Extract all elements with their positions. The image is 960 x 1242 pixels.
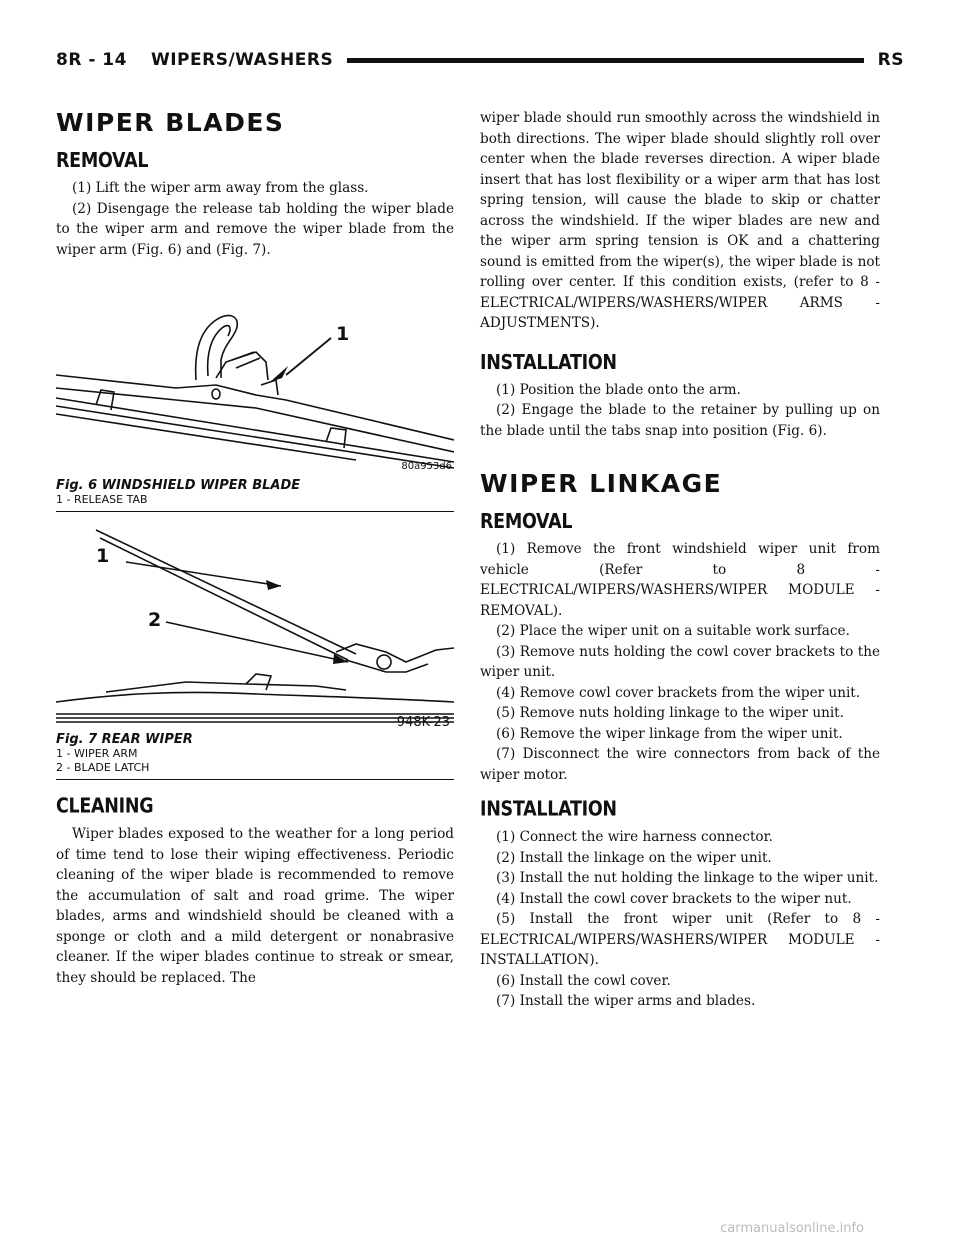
installation-step-1: (1) Position the blade onto the arm.	[496, 381, 741, 398]
windshield-wiper-blade-illustration	[56, 270, 454, 476]
header-rule	[347, 58, 863, 63]
fig7-rule	[56, 779, 454, 780]
installation-heading: INSTALLATION	[480, 351, 617, 374]
linkage-removal-step-3: (3) Remove nuts holding the cowl cover brackets to the wiper unit.	[480, 643, 880, 680]
fig7-legend-1: 1 - WIPER ARM	[56, 747, 138, 760]
removal-step-1: (1) Lift the wiper arm away from the glass.	[72, 180, 369, 196]
figure-6	[56, 270, 454, 476]
model-code: RS	[877, 50, 904, 70]
linkage-installation-step-5: (5) Install the front wiper unit (Refer to 8 - ELECTRICAL/WIPERS/WASHERS/WIPER MODULE - INSTALLATION).	[480, 911, 880, 968]
linkage-removal-step-7: (7) Disconnect the wire connectors from back of the wiper motor.	[480, 746, 880, 783]
wiper-blades-title: WIPER BLADES	[56, 108, 285, 137]
linkage-removal-step-4: (4) Remove cowl cover brackets from the wiper unit.	[496, 684, 861, 701]
figure-7	[56, 522, 454, 730]
fig7-callout-1: 1	[96, 545, 110, 567]
removal-step-2: (2) Disengage the release tab holding the wiper blade to the wiper arm and remove the wiper blade from the wiper arm (Fig. 6) and (Fig. 7).	[56, 200, 454, 258]
cleaning-text: Wiper blades exposed to the weather for a long period of time tend to lose their wiping effectiveness. Periodic cleaning of the wiper blade is recommended to remove the accumulation of salt and road grime. The wiper blades, arms and windshield should be cleaned with a sponge or cloth and a mild detergent or nonabrasive cleaner. If the wiper blades continue to streak or smear, they should be replaced. The	[56, 826, 454, 986]
wiper-linkage-title: WIPER LINKAGE	[480, 469, 723, 498]
left-column	[56, 108, 454, 988]
linkage-installation-step-7: (7) Install the wiper arms and blades.	[496, 993, 756, 1009]
fig6-rule	[56, 511, 454, 512]
linkage-installation-step-2: (2) Install the linkage on the wiper unit.	[496, 849, 772, 866]
removal-heading: REMOVAL	[56, 149, 149, 173]
fig7-legend-2: 2 - BLADE LATCH	[56, 761, 150, 774]
cleaning-text-continued: wiper blade should run smoothly across the windshield in both directions. The wiper blade should slightly roll over center when the blade reverses direction. A wiper blade insert that has lost flexibility or a wiper arm that has lost spring tension, will cause the blade to skip or chatter across the windshield. If the wiper blades are new and the wiper arm spring tension is OK and a chattering sound is emitted from the wiper(s), the wiper blade is not rolling over center. If this condition exists, (refer to 8 - ELECTRICAL/WIPERS/WASHERS/WIPER ARMS - ADJUSTMENTS).	[480, 110, 880, 331]
linkage-removal-step-2: (2) Place the wiper unit on a suitable work surface.	[496, 623, 850, 639]
cleaning-heading: CLEANING	[56, 795, 154, 819]
right-column	[480, 108, 880, 1012]
watermark: carmanualsonline.info	[720, 1221, 864, 1236]
fig6-legend-1: 1 - RELEASE TAB	[56, 493, 148, 506]
linkage-removal-step-5: (5) Remove nuts holding linkage to the wiper unit.	[496, 705, 844, 721]
linkage-installation-step-4: (4) Install the cowl cover brackets to the wiper nut.	[496, 890, 852, 907]
page-header	[56, 46, 904, 74]
fig7-code: 948K-23	[396, 715, 450, 730]
fig7-caption: Fig. 7 REAR WIPER	[56, 732, 193, 747]
page-number: 8R - 14	[56, 50, 127, 70]
rear-wiper-illustration	[56, 522, 454, 730]
linkage-installation-heading: INSTALLATION	[480, 798, 617, 822]
installation-step-2: (2) Engage the blade to the retainer by pulling up on the blade until the tabs snap into position (Fig. 6).	[480, 402, 880, 439]
fig6-callout-1: 1	[336, 323, 350, 345]
linkage-removal-step-1: (1) Remove the front windshield wiper unit from vehicle (Refer to 8 - ELECTRICAL/WIPERS/WASHERS/WIPER MODULE - REMOVAL).	[480, 541, 880, 619]
linkage-removal-step-6: (6) Remove the wiper linkage from the wiper unit.	[496, 725, 843, 742]
linkage-installation-step-1: (1) Connect the wire harness connector.	[496, 829, 773, 845]
fig6-caption: Fig. 6 WINDSHIELD WIPER BLADE	[56, 478, 301, 493]
section-title: WIPERS/WASHERS	[150, 50, 334, 70]
linkage-installation-step-3: (3) Install the nut holding the linkage to the wiper unit.	[496, 870, 879, 886]
fig6-code: 80a953d6	[401, 461, 452, 472]
linkage-removal-heading: REMOVAL	[480, 510, 573, 534]
linkage-installation-step-6: (6) Install the cowl cover.	[496, 972, 671, 989]
fig7-callout-2: 2	[148, 609, 162, 631]
